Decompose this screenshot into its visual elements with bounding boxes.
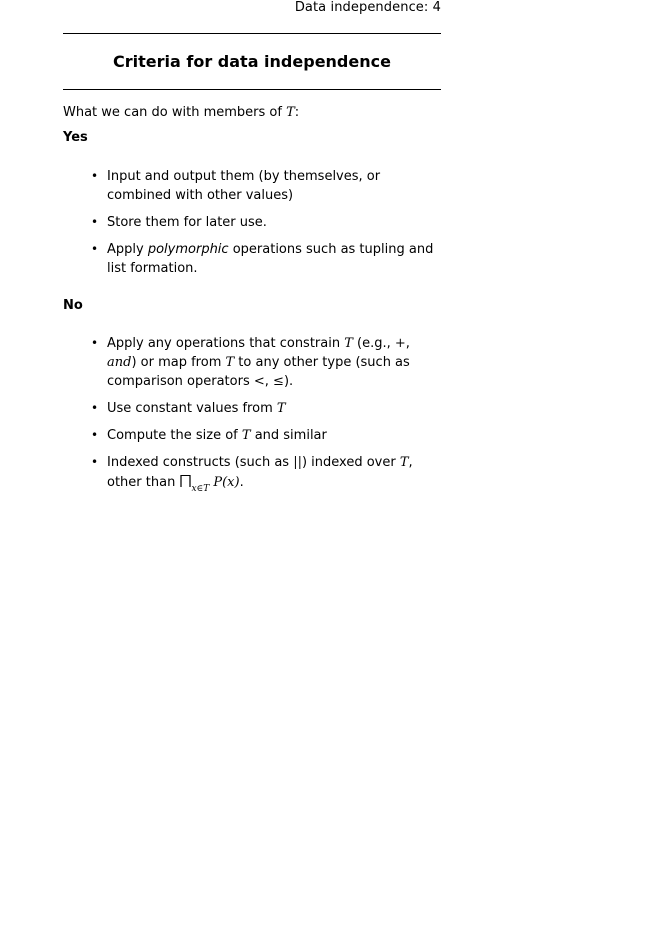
- yes-item-3-suffix: operations such as tupling and list formation.: [107, 242, 434, 276]
- bullet-icon: •: [91, 169, 99, 183]
- yes-heading: Yes: [63, 130, 88, 145]
- no-item-2-var: T: [276, 401, 286, 416]
- yes-list: [91, 167, 441, 286]
- no-item-1-a: Apply any operations that constrain: [107, 336, 345, 351]
- list-item: [91, 213, 441, 232]
- intro-text: [63, 105, 299, 120]
- yes-item-3-emphasis: polymorphic: [147, 242, 229, 257]
- no-item-1-var-2: T: [225, 355, 235, 370]
- bullet-icon: •: [91, 336, 99, 350]
- no-item-3-var: T: [241, 428, 251, 443]
- list-item: [91, 426, 441, 445]
- no-item-4-a: Indexed constructs (such as: [107, 455, 294, 470]
- title-top-rule: [63, 33, 441, 34]
- running-header: Data independence: 4: [294, 0, 441, 15]
- list-item: [91, 167, 441, 205]
- intro-var: T: [286, 105, 295, 120]
- list-item: [91, 334, 441, 391]
- no-item-4-b: ) indexed over: [301, 455, 400, 470]
- intro-suffix: :: [294, 105, 300, 120]
- bullet-icon: •: [91, 401, 99, 415]
- no-item-1-g: ).: [283, 374, 294, 389]
- no-item-1-c: ,: [405, 336, 410, 351]
- list-item: [91, 453, 441, 494]
- and-symbol: and: [107, 355, 132, 370]
- no-item-3-b: and similar: [250, 428, 327, 443]
- predicate-expression: P(x): [213, 475, 240, 490]
- no-item-1-b: (e.g.,: [352, 336, 395, 351]
- bullet-icon: •: [91, 215, 99, 229]
- slide-title: Criteria for data independence: [113, 52, 391, 71]
- yes-item-1-text: Input and output them (by themselves, or combined with other values): [107, 169, 381, 203]
- no-item-2-a: Use constant values from: [107, 401, 277, 416]
- bullet-icon: •: [91, 428, 99, 442]
- no-item-1-e: to any other type (such as comparison operators: [107, 355, 410, 389]
- no-item-1-var: T: [344, 336, 353, 351]
- bullet-icon: •: [91, 242, 99, 256]
- no-item-4-d: .: [239, 475, 244, 490]
- intro-prefix: What we can do with members of: [63, 105, 287, 120]
- less-than-symbol: <: [253, 374, 265, 389]
- yes-item-3-prefix: Apply: [107, 242, 148, 257]
- no-list: [91, 334, 441, 502]
- no-item-1-f: ,: [264, 374, 274, 389]
- meet-subscript: x∈T: [191, 484, 210, 494]
- plus-symbol: +: [394, 336, 406, 351]
- less-equal-symbol: ≤: [273, 374, 284, 389]
- no-heading: No: [63, 298, 83, 313]
- parallel-bars-symbol: ||: [293, 455, 302, 470]
- big-meet-symbol: ⨅: [179, 472, 192, 490]
- no-item-1-d: ) or map from: [131, 355, 226, 370]
- no-item-4-c: , other than: [107, 455, 413, 490]
- list-item: [91, 240, 441, 278]
- yes-item-2-text: Store them for later use.: [107, 215, 267, 230]
- no-item-3-a: Compute the size of: [107, 428, 242, 443]
- list-item: [91, 399, 441, 418]
- no-item-4-var: T: [399, 455, 409, 470]
- bullet-icon: •: [91, 455, 99, 469]
- title-bottom-rule: [63, 89, 441, 90]
